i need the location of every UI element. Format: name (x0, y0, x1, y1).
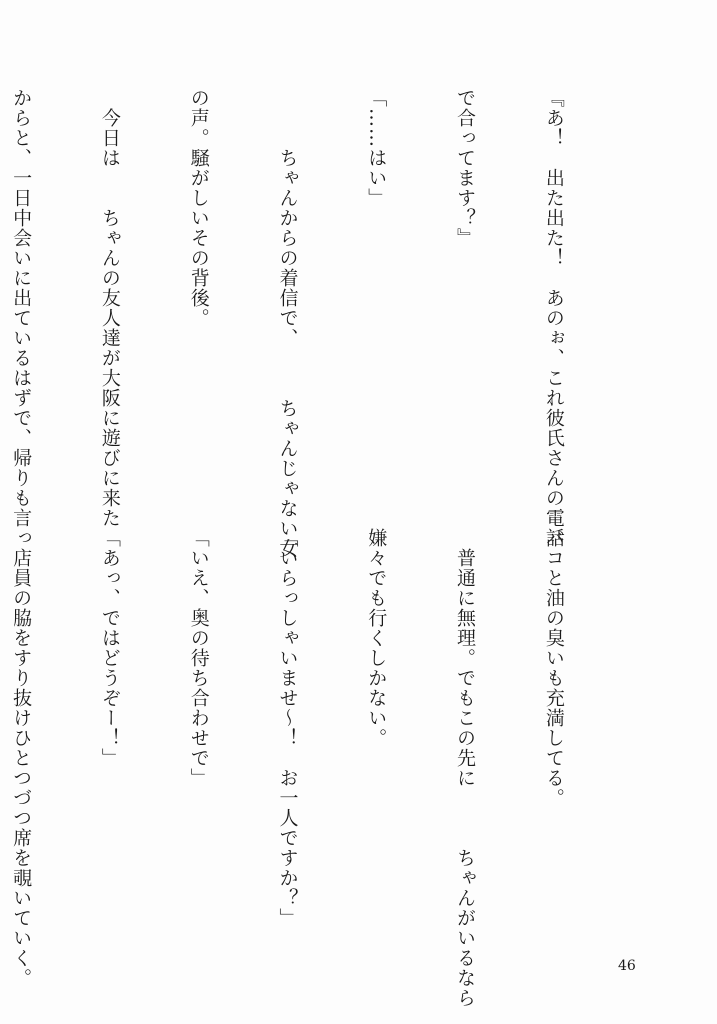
text-line: 「いらっしゃいませ～！ お一人ですか？」 (276, 528, 299, 928)
text-line: で合ってます？』 (454, 88, 477, 248)
text-line: 嫌々でも行くしかない。 (365, 528, 388, 748)
text-line: 「いえ、奥の待ち合わせで」 (187, 528, 210, 788)
page-number: 46 (618, 958, 636, 974)
text-line: 店員の脇をすり抜けひとつづつ席を覗いていく。 (10, 528, 33, 988)
text-line: 今日は ちゃんの友人達が大阪に遊びに来た (98, 88, 121, 528)
text-line: の声。騒がしいその背後。 (187, 88, 210, 328)
text-line: からと、一日中会いに出ているはずで、帰りも言っ (10, 88, 33, 548)
text-line: バコと油の臭いも充満してる。 (542, 528, 565, 808)
text-line: 『あ！ 出た出た！ あのぉ、これ彼氏さんの電話 (542, 88, 565, 548)
text-line: 普通に無理。でもこの先に ちゃんがいるなら (454, 528, 477, 1008)
top-text-block (10, 88, 627, 559)
text-line: 「あっ、ではどうぞー！」 (98, 528, 121, 768)
text-line: 「……はい」 (365, 88, 388, 208)
text-line: ちゃんからの着信で、 ちゃんじゃない女 (276, 88, 299, 559)
